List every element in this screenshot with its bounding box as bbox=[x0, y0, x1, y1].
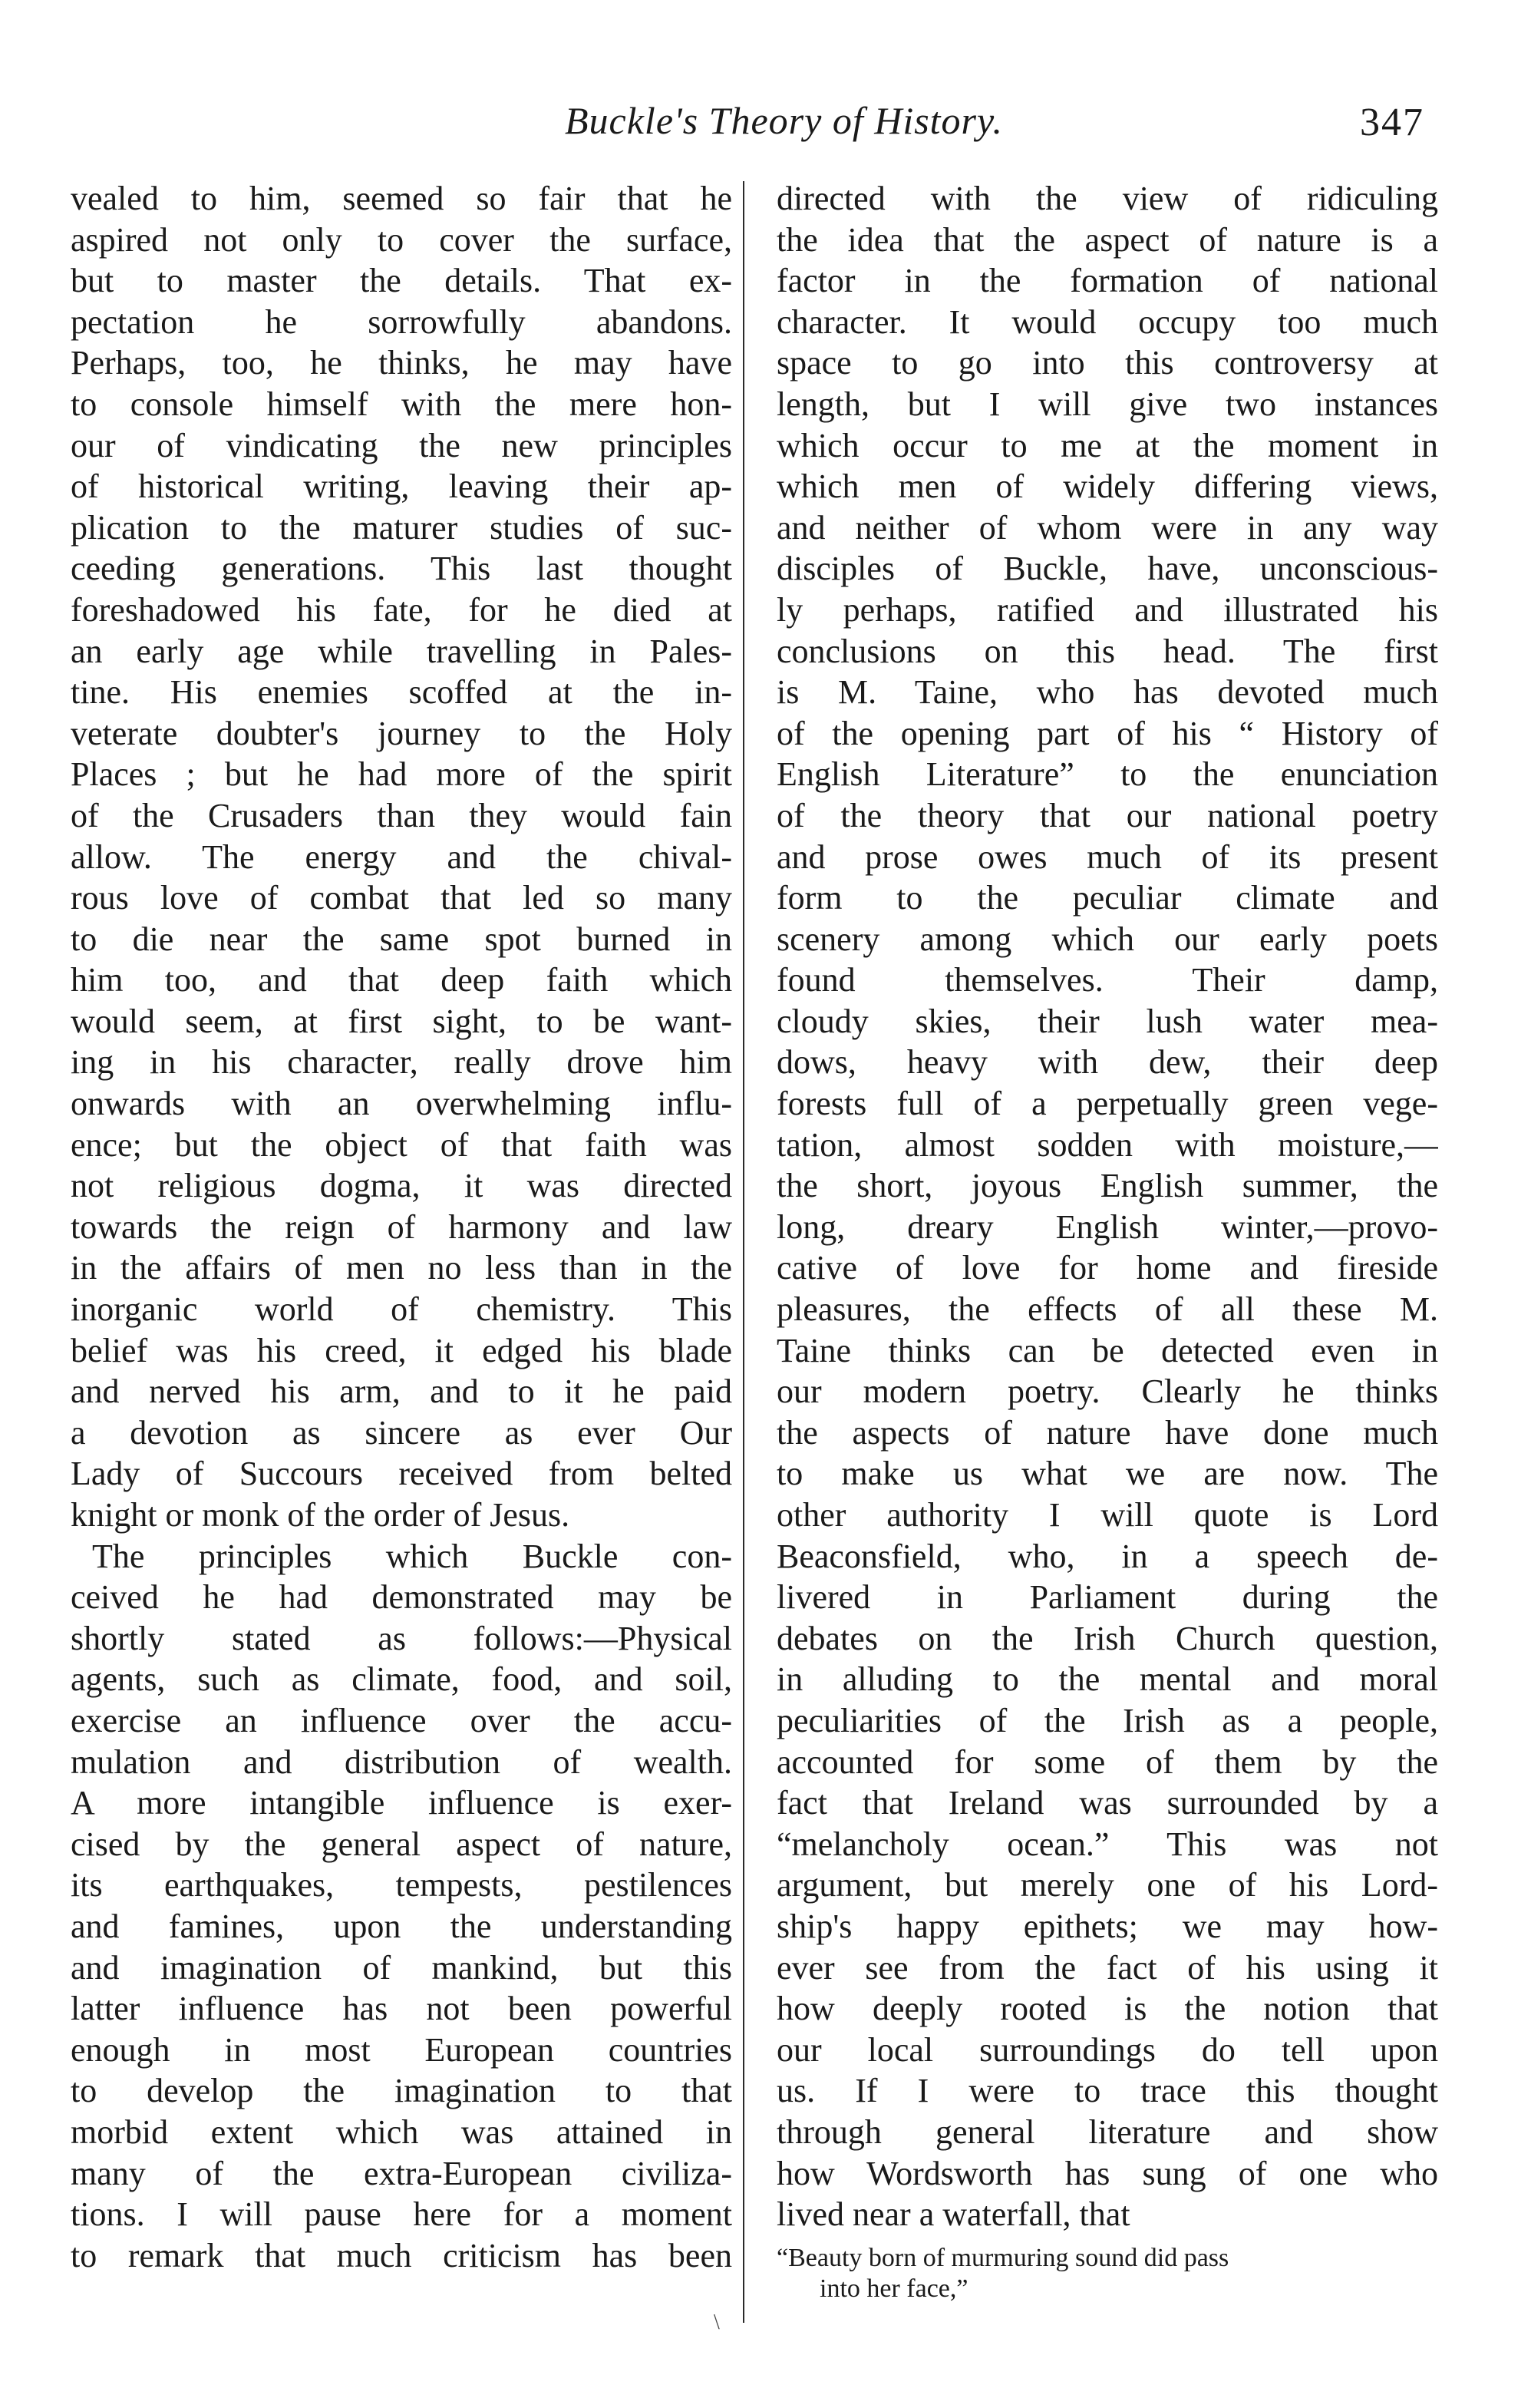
right-column-line: to make us what we are now. The bbox=[777, 1455, 1438, 1493]
left-column-line: Lady of Succours received from belted bbox=[71, 1455, 732, 1493]
right-column-line: scenery among which our early poets bbox=[777, 920, 1438, 958]
left-column-line: belief was his creed, it edged his blade bbox=[71, 1331, 732, 1369]
left-column-line: ing in his character, really drove him bbox=[71, 1043, 732, 1082]
right-column-line: and neither of whom were in any way bbox=[777, 508, 1438, 547]
column-divider bbox=[743, 181, 744, 2323]
right-column-line: ever see from the fact of his using it bbox=[777, 1948, 1438, 1987]
left-column-line: ceived he had demonstrated may be bbox=[71, 1578, 732, 1617]
right-column-line: our modern poetry. Clearly he thinks bbox=[777, 1372, 1438, 1411]
left-column-line: pectation he sorrowfully abandons. bbox=[71, 302, 732, 341]
left-column-line: to remark that much criticism has been bbox=[71, 2236, 732, 2274]
left-column-line: a devotion as sincere as ever Our bbox=[71, 1413, 732, 1452]
page-number: 347 bbox=[1360, 101, 1424, 144]
quote-line: into her face,” bbox=[820, 2274, 968, 2303]
left-column-line: to console himself with the mere hon- bbox=[71, 385, 732, 423]
right-column-line: debates on the Irish Church question, bbox=[777, 1619, 1438, 1657]
right-column-line: how Wordsworth has sung of one who bbox=[777, 2154, 1438, 2192]
right-column-line: the short, joyous English summer, the bbox=[777, 1167, 1438, 1205]
left-column-line: cised by the general aspect of nature, bbox=[71, 1825, 732, 1863]
left-column-line: of the Crusaders than they would fain bbox=[71, 796, 732, 834]
left-column-line: to die near the same spot burned in bbox=[71, 920, 732, 958]
right-column-line: “melancholy ocean.” This was not bbox=[777, 1825, 1438, 1863]
right-column-line: cative of love for home and fireside bbox=[777, 1249, 1438, 1287]
right-column bbox=[777, 178, 1438, 2304]
right-column-line: long, dreary English winter,—provo- bbox=[777, 1207, 1438, 1246]
signature-mark: \ bbox=[714, 2311, 720, 2334]
right-column-line: found themselves. Their damp, bbox=[777, 961, 1438, 999]
left-column-line: exercise an influence over the accu- bbox=[71, 1701, 732, 1739]
left-column-line: and nerved his arm, and to it he paid bbox=[71, 1372, 732, 1411]
right-column-line: and prose owes much of its present bbox=[777, 837, 1438, 876]
right-column-line: ly perhaps, ratified and illustrated his bbox=[777, 590, 1438, 629]
right-column-line: livered in Parliament during the bbox=[777, 1578, 1438, 1617]
right-column-line: ship's happy epithets; we may how- bbox=[777, 1907, 1438, 1945]
left-column-line: and imagination of mankind, but this bbox=[71, 1948, 732, 1987]
right-column-line: argument, but merely one of his Lord- bbox=[777, 1866, 1438, 1904]
right-column-line: the idea that the aspect of nature is a bbox=[777, 220, 1438, 259]
right-column-line: dows, heavy with dew, their deep bbox=[777, 1043, 1438, 1082]
left-column-line: latter influence has not been powerful bbox=[71, 1990, 732, 2028]
left-column-line: many of the extra-European civiliza- bbox=[71, 2154, 732, 2192]
right-column-line: character. It would occupy too much bbox=[777, 302, 1438, 341]
left-column-line: to develop the imagination to that bbox=[71, 2072, 732, 2110]
right-column-line: the aspects of nature have done much bbox=[777, 1413, 1438, 1452]
right-column-line: space to go into this controversy at bbox=[777, 344, 1438, 382]
left-column-line: of historical writing, leaving their ap- bbox=[71, 467, 732, 506]
left-column-line: onwards with an overwhelming influ- bbox=[71, 1085, 732, 1123]
left-column-line: veterate doubter's journey to the Holy bbox=[71, 714, 732, 752]
right-column-line: of the theory that our national poetry bbox=[777, 796, 1438, 834]
left-column-line: enough in most European countries bbox=[71, 2030, 732, 2069]
left-column-line: but to master the details. That ex- bbox=[71, 262, 732, 300]
left-column-line: mulation and distribution of wealth. bbox=[71, 1742, 732, 1781]
left-column-line: inorganic world of chemistry. This bbox=[71, 1290, 732, 1329]
right-column-line: Taine thinks can be detected even in bbox=[777, 1331, 1438, 1369]
left-column-line: knight or monk of the order of Jesus. bbox=[71, 1496, 570, 1534]
left-column-line: shortly stated as follows:—Physical bbox=[71, 1619, 732, 1657]
right-column-line: length, but I will give two instances bbox=[777, 385, 1438, 423]
left-column-line: aspired not only to cover the surface, bbox=[71, 220, 732, 259]
right-column-line: in alluding to the mental and moral bbox=[777, 1660, 1438, 1699]
left-column-line: allow. The energy and the chival- bbox=[71, 837, 732, 876]
right-column-line: accounted for some of them by the bbox=[777, 1742, 1438, 1781]
running-head bbox=[74, 98, 1424, 147]
left-column-line: A more intangible influence is exer- bbox=[71, 1784, 732, 1822]
verse-quote bbox=[777, 2243, 1438, 2304]
left-column-line: not religious dogma, it was directed bbox=[71, 1167, 732, 1205]
left-column-line: and famines, upon the understanding bbox=[71, 1907, 732, 1945]
right-column-line: English Literature” to the enunciation bbox=[777, 755, 1438, 794]
right-column-line: which men of widely differing views, bbox=[777, 467, 1438, 506]
left-column-line: foreshadowed his fate, for he died at bbox=[71, 590, 732, 629]
right-column-line: tation, almost sodden with moisture,— bbox=[777, 1125, 1438, 1164]
left-column-line: The principles which Buckle con- bbox=[92, 1537, 732, 1575]
right-column-line: conclusions on this head. The first bbox=[777, 632, 1438, 670]
right-column-line: factor in the formation of national bbox=[777, 262, 1438, 300]
left-column-line: in the affairs of men no less than in the bbox=[71, 1249, 732, 1287]
right-column-line: which occur to me at the moment in bbox=[777, 426, 1438, 464]
right-column-line: fact that Ireland was surrounded by a bbox=[777, 1784, 1438, 1822]
left-column-line: towards the reign of harmony and law bbox=[71, 1207, 732, 1246]
right-column-line: how deeply rooted is the notion that bbox=[777, 1990, 1438, 2028]
left-column-line: an early age while travelling in Pales- bbox=[71, 632, 732, 670]
left-column-line: its earthquakes, tempests, pestilences bbox=[71, 1866, 732, 1904]
left-column-line: our of vindicating the new principles bbox=[71, 426, 732, 464]
left-column-line: would seem, at first sight, to be want- bbox=[71, 1002, 732, 1040]
right-column-line: forests full of a perpetually green vege- bbox=[777, 1085, 1438, 1123]
left-column-line: vealed to him, seemed so fair that he bbox=[71, 180, 732, 217]
right-column-line: is M. Taine, who has devoted much bbox=[777, 673, 1438, 712]
left-column-line: tine. His enemies scoffed at the in- bbox=[71, 673, 732, 712]
right-column-line: of the opening part of his “ History of bbox=[777, 714, 1438, 752]
right-column-line: through general literature and show bbox=[777, 2112, 1438, 2151]
running-title: Buckle's Theory of History. bbox=[565, 99, 1003, 142]
right-column-lines bbox=[777, 178, 1438, 2235]
left-column-line: agents, such as climate, food, and soil, bbox=[71, 1660, 732, 1699]
right-column-line: directed with the view of ridiculing bbox=[777, 180, 1438, 217]
left-column-line: him too, and that deep faith which bbox=[71, 961, 732, 999]
right-column-line: form to the peculiar climate and bbox=[777, 879, 1438, 917]
right-column-line: disciples of Buckle, have, unconscious- bbox=[777, 550, 1438, 588]
left-column-line: Perhaps, too, he thinks, he may have bbox=[71, 344, 732, 382]
left-column-line: rous love of combat that led so many bbox=[71, 879, 732, 917]
left-column-line: tions. I will pause here for a moment bbox=[71, 2195, 732, 2234]
quote-line: “Beauty born of murmuring sound did pass bbox=[777, 2243, 1229, 2272]
right-column-line: other authority I will quote is Lord bbox=[777, 1496, 1438, 1534]
right-column-line: pleasures, the effects of all these M. bbox=[777, 1290, 1438, 1329]
left-column-line: ence; but the object of that faith was bbox=[71, 1125, 732, 1164]
right-column-line: cloudy skies, their lush water mea- bbox=[777, 1002, 1438, 1040]
left-column bbox=[71, 178, 732, 2276]
left-column-line: ceeding generations. This last thought bbox=[71, 550, 732, 588]
right-column-line: peculiarities of the Irish as a people, bbox=[777, 1701, 1438, 1739]
right-column-line: us. If I were to trace this thought bbox=[777, 2072, 1438, 2110]
left-column-line: Places ; but he had more of the spirit bbox=[71, 755, 732, 794]
right-column-line: Beaconsfield, who, in a speech de- bbox=[777, 1537, 1438, 1575]
left-column-line: morbid extent which was attained in bbox=[71, 2112, 732, 2151]
right-column-line: our local surroundings do tell upon bbox=[777, 2030, 1438, 2069]
left-column-line: plication to the maturer studies of suc- bbox=[71, 508, 732, 547]
right-column-line: lived near a waterfall, that bbox=[777, 2195, 1130, 2234]
